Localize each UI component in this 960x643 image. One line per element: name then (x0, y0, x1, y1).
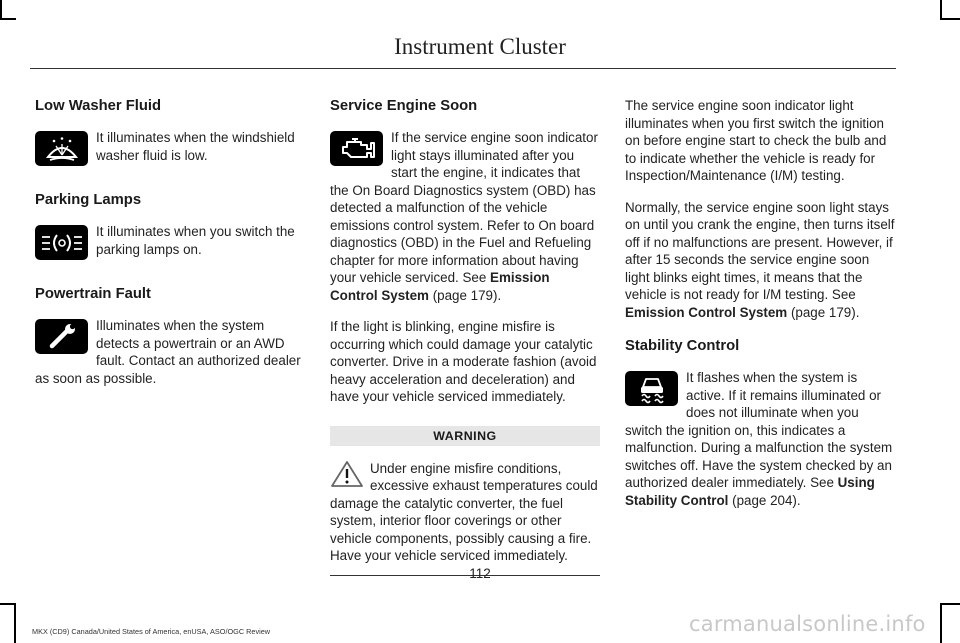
section-title: Stability Control (625, 338, 740, 354)
check-engine-icon (330, 131, 383, 166)
body-text: It flashes when the system is active. If it remains illuminated or does not illuminate when you switch the ignition on, this indicates a malfunction. During a malfunction the system switches off. Have the system checked by an authorized dealer immediately. See (625, 370, 893, 490)
page-reference: (page 179). (428, 287, 502, 303)
section-title: Powertrain Fault (35, 286, 151, 302)
crop-mark (940, 603, 960, 605)
crop-mark (0, 18, 16, 20)
watermark: carmanualsonline.info (689, 612, 926, 636)
stability-control-icon (625, 371, 678, 406)
section-title: Low Washer Fluid (35, 98, 162, 114)
header-divider (30, 68, 896, 69)
section-service-engine-soon (330, 97, 600, 406)
warning-heading: WARNING (330, 426, 600, 446)
section-low-washer-fluid (35, 97, 305, 170)
document-info: MKX (CD9) Canada/United States of America, enUSA, ASO/OGC Review (32, 627, 271, 636)
crop-mark (940, 0, 942, 20)
crop-mark (14, 603, 16, 643)
section-stability-control (625, 337, 895, 509)
body-text: If the service engine soon indicator light stays illuminated after you start the engine, it indicates that the On Board Diagnostics system (OBD) has detected a malfunction of the vehicle emissions control system. Refer to On board diagnostics (OBD) in the Fuel and Refueling chapter for more information about having your vehicle serviced. See (330, 130, 598, 285)
warning-triangle-icon (330, 460, 366, 490)
section-text: It illuminates when you switch the parking lamps on. (96, 224, 295, 257)
wrench-icon (35, 319, 88, 354)
cross-reference-link[interactable]: Emission Control System (330, 270, 550, 303)
section-powertrain-fault (35, 285, 305, 387)
section-text: It illuminates when the windshield washer fluid is low. (96, 130, 295, 163)
parking-lamps-icon (35, 225, 88, 260)
crop-mark (0, 0, 2, 20)
section-text: If the light is blinking, engine misfire is occurring which could damage your catalytic converter. Drive in a moderate fashion (avoid heavy acceleration and deceleration) and have your vehicle serviced immediately. (330, 319, 597, 404)
warning-box (330, 426, 600, 576)
crop-mark (940, 18, 960, 20)
column-3 (625, 97, 895, 509)
section-text: The service engine soon indicator light illuminates when you first switch the ignition on before engine start to check the bulb and to indicate whether the vehicle is ready for Inspection/Maintenance (I/M) testing. (625, 98, 887, 183)
page-number: 112 (469, 566, 491, 581)
column-1 (35, 97, 305, 408)
column-2 (330, 97, 600, 576)
section-title: Service Engine Soon (330, 98, 478, 114)
section-text (625, 199, 895, 322)
cross-reference-link[interactable]: Emission Control System (625, 304, 788, 320)
page-reference: (page 179). (787, 304, 860, 320)
section-title: Parking Lamps (35, 192, 142, 208)
section-parking-lamps (35, 191, 305, 264)
windshield-washer-icon (35, 131, 88, 166)
page-title: Instrument Cluster (394, 34, 566, 59)
warning-text: Under engine misfire conditions, excessive exhaust temperatures could damage the catalytic converter, the fuel system, interior floor coverings or other vehicle components, possibly causing a fire. Have your vehicle serviced immediately. (330, 460, 598, 563)
section-text: Illuminates when the system detects a powertrain or an AWD fault. Contact an authorized dealer as soon as possible. (35, 318, 301, 386)
cross-reference-link[interactable]: Using Stability Control (625, 475, 875, 508)
body-text: Normally, the service engine soon light stays on until you crank the engine, then turns itself off if no malfunctions are present. However, if after 15 seconds the service engine soon light blinks eight times, it means that the vehicle is not ready for I/M testing. See (625, 199, 895, 302)
crop-mark (940, 603, 942, 643)
page-reference: (page 204). (728, 492, 801, 508)
